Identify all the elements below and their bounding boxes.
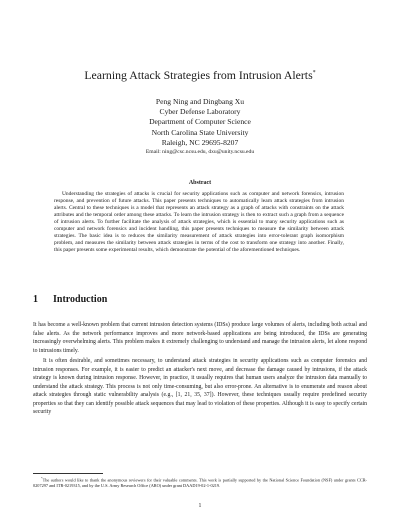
section-number: 1 xyxy=(33,294,38,305)
footnote-marker: * xyxy=(41,476,43,480)
abstract-text: Understanding the strategies of attacks is crucial for security applications such as computer and network forensics, intrusion response, and prevention of future attacks. This paper presents techniques to automatically learn attack strategies from intrusion alerts. Central to these techniques is a model that represents an attack strategy as a graph of attacks with constraints on the attack attributes and the temporal order among these attacks. To learn the intrusion strategy is then to extract such a graph from a sequence of intrusion alerts. To further facilitate the analysis of attack strategies, which is essential to many security applications such as computer and network forensics and incident handling, this paper presents techniques to measure the similarity between attack strategies. The basic idea is to reduces the similarity measurement of attack strategies into error-tolerant graph isomorphism problem, and measures the similarity between attack strategies in terms of the cost to transform one strategy into another. Finally, this paper presents some experimental results, which demonstrate the potential of the aforementioned techniques. xyxy=(54,191,344,254)
author-email: Email: ning@csc.ncsu.edu, dxu@unity.ncsu.edu xyxy=(145,149,255,156)
title-footnote-marker: * xyxy=(312,70,316,77)
author-names: Peng Ning and Dingbang Xu xyxy=(155,97,245,106)
author-university: North Carolina State University xyxy=(151,127,249,137)
abstract-heading: Abstract xyxy=(188,180,212,186)
footnote-rule xyxy=(33,473,103,474)
body-text xyxy=(33,321,367,419)
body-paragraph-1: It has become a well-known problem that current intrusion detection systems (IDSs) produce large volumes of alerts, including both actual and false alerts. As the network performance improves and more network-based applications are being introduced, the IDSs are generating increasingly overwhelming alerts. This problem makes it extremely challenging to understand and manage the intrusion alerts, let alone respond to intrusions timely. xyxy=(33,322,367,354)
author-city: Raleigh, NC 29695-8207 xyxy=(161,137,239,147)
footnote-text: The authors would like to thank the anonymous reviewers for their valuable comments. This work is partially supported by the National Science Foundation (NSF) under grants CCR-0207297 and ITR-0219315, and by the U.S. Army Research Office (ARO) under grant DAAD19-02-1-0219. xyxy=(33,477,367,489)
author-block xyxy=(0,97,400,157)
page-number: 1 xyxy=(198,503,202,509)
paper-title xyxy=(0,68,400,83)
abstract-body xyxy=(54,191,344,254)
body-paragraph-2: It is often desirable, and sometimes necessary, to understand attack strategies in security applications such as computer forensics and intrusion responses. For example, it is easier to predict an attacker's next move, and decrease the damage caused by intrusions, if the attack strategy is known during intrusion response. However, in practice, it usually requires that human users analyze the intrusion data manually to understand the attack strategy. This process is not only time-consuming, but also error-prone. An alternative is to enumerate and reason about attack strategies through static vulnerability analysis (e.g., [1, 21, 35, 37]). However, these techniques usually require predefined security properties so that they can identify possible attack sequences that may lead to violation of these properties. Although it is easy to specify certain security xyxy=(33,358,367,416)
footnote xyxy=(33,476,367,489)
author-lab: Cyber Defense Laboratory xyxy=(159,107,241,117)
section-heading xyxy=(33,294,367,305)
section-title: Introduction xyxy=(53,294,108,305)
author-department: Department of Computer Science xyxy=(149,117,251,127)
title-text: Learning Attack Strategies from Intrusion Alerts xyxy=(84,68,313,82)
